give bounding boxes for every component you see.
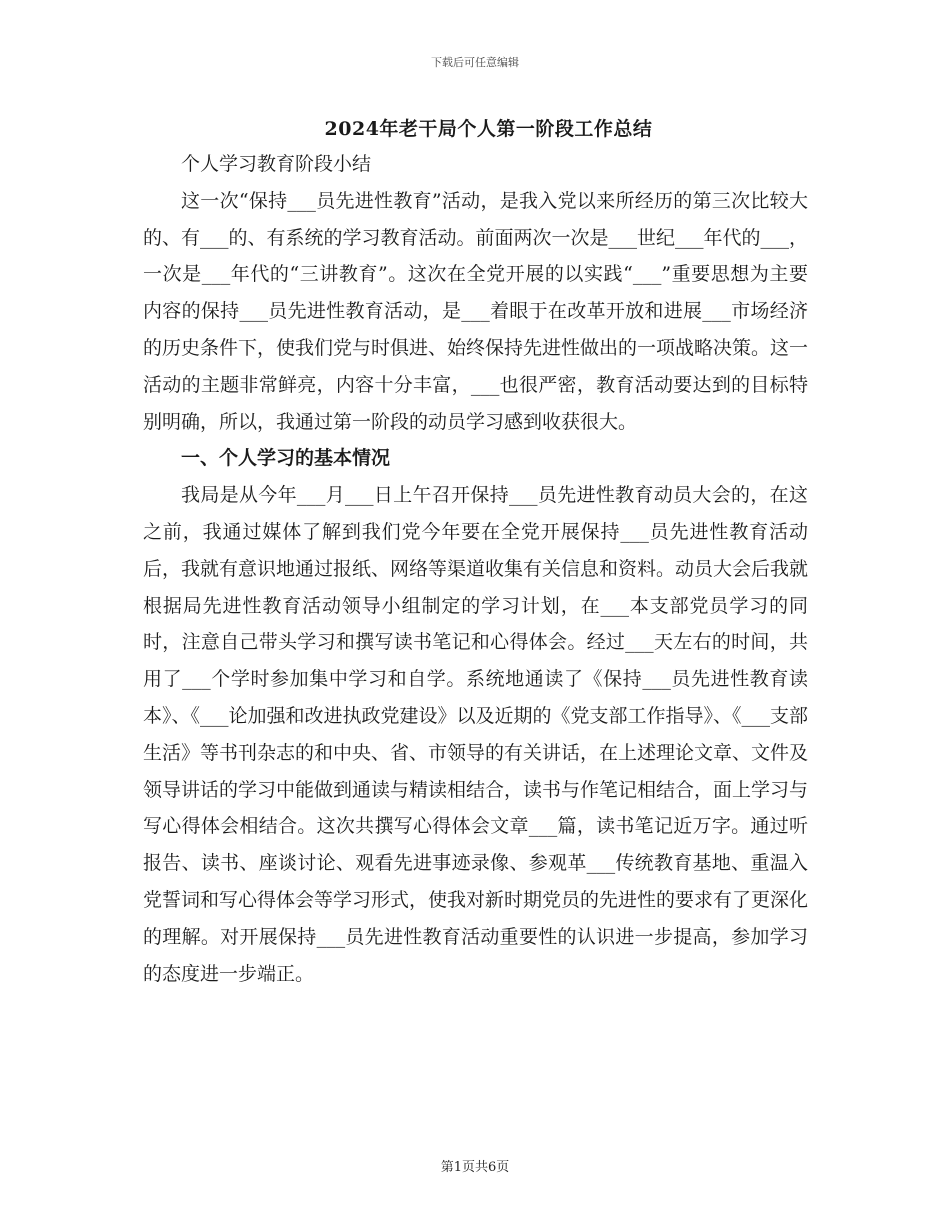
document-subtitle: 个人学习教育阶段小结 <box>181 153 372 175</box>
document-body <box>143 112 808 992</box>
document-title: 2024年老干局个人第一阶段工作总结 <box>324 118 653 140</box>
header-note: 下载后可任意编辑 <box>431 56 519 69</box>
page-footer: 第1页共6页 <box>440 1160 510 1175</box>
intro-paragraph: 这一次“保持___员先进性教育”活动，是我入党以来所经历的第三次比较大的、有___的、有系统的学习教育活动。前面两次一次是___世纪___年代的___，一次是___年代的“三讲教育”。这次在全党开展的以实践“___”重要思想为主要内容的保持___员先进性教育活动，是___着眼于在改革开放和进展___市场经济的历史条件下，使我们党与时俱进、始终保持先进性做出的一项战略决策。这一活动的主题非常鲜亮，内容十分丰富，___也很严密，教育活动要达到的目标特别明确，所以，我通过第一阶段的动员学习感到收获很大。 <box>143 189 809 433</box>
section-1-paragraph: 我局是从今年___月___日上午召开保持___员先进性教育动员大会的，在这之前，我通过媒体了解到我们党今年要在全党开展保持___员先进性教育活动后，我就有意识地通过报纸、网络等渠道收集有关信息和资料。动员大会后我就根据局先进性教育活动领导小组制定的学习计划，在___本支部党员学习的同时，注意自己带头学习和撰写读书笔记和心得体会。经过___天左右的时间，共用了___个学时参加集中学习和自学。系统地通读了《保持___员先进性教育读本》、《___论加强和改进执政党建设》以及近期的《党支部工作指导》、《___支部生活》等书刊杂志的和中央、省、市领导的有关讲话，在上述理论文章、文件及领导讲话的学习中能做到通读与精读相结合，读书与作笔记相结合，面上学习与写心得体会相结合。这次共撰写心得体会文章___篇，读书笔记近万字。通过听报告、读书、座谈讨论、观看先进事迹录像、参观革___传统教育基地、重温入党誓词和写心得体会等学习形式，使我对新时期党员的先进性的要求有了更深化的理解。对开展保持___员先进性教育活动重要性的认识进一步提高，参加学习的态度进一步端正。 <box>143 484 809 985</box>
section-heading-1: 一、个人学习的基本情况 <box>181 447 391 470</box>
